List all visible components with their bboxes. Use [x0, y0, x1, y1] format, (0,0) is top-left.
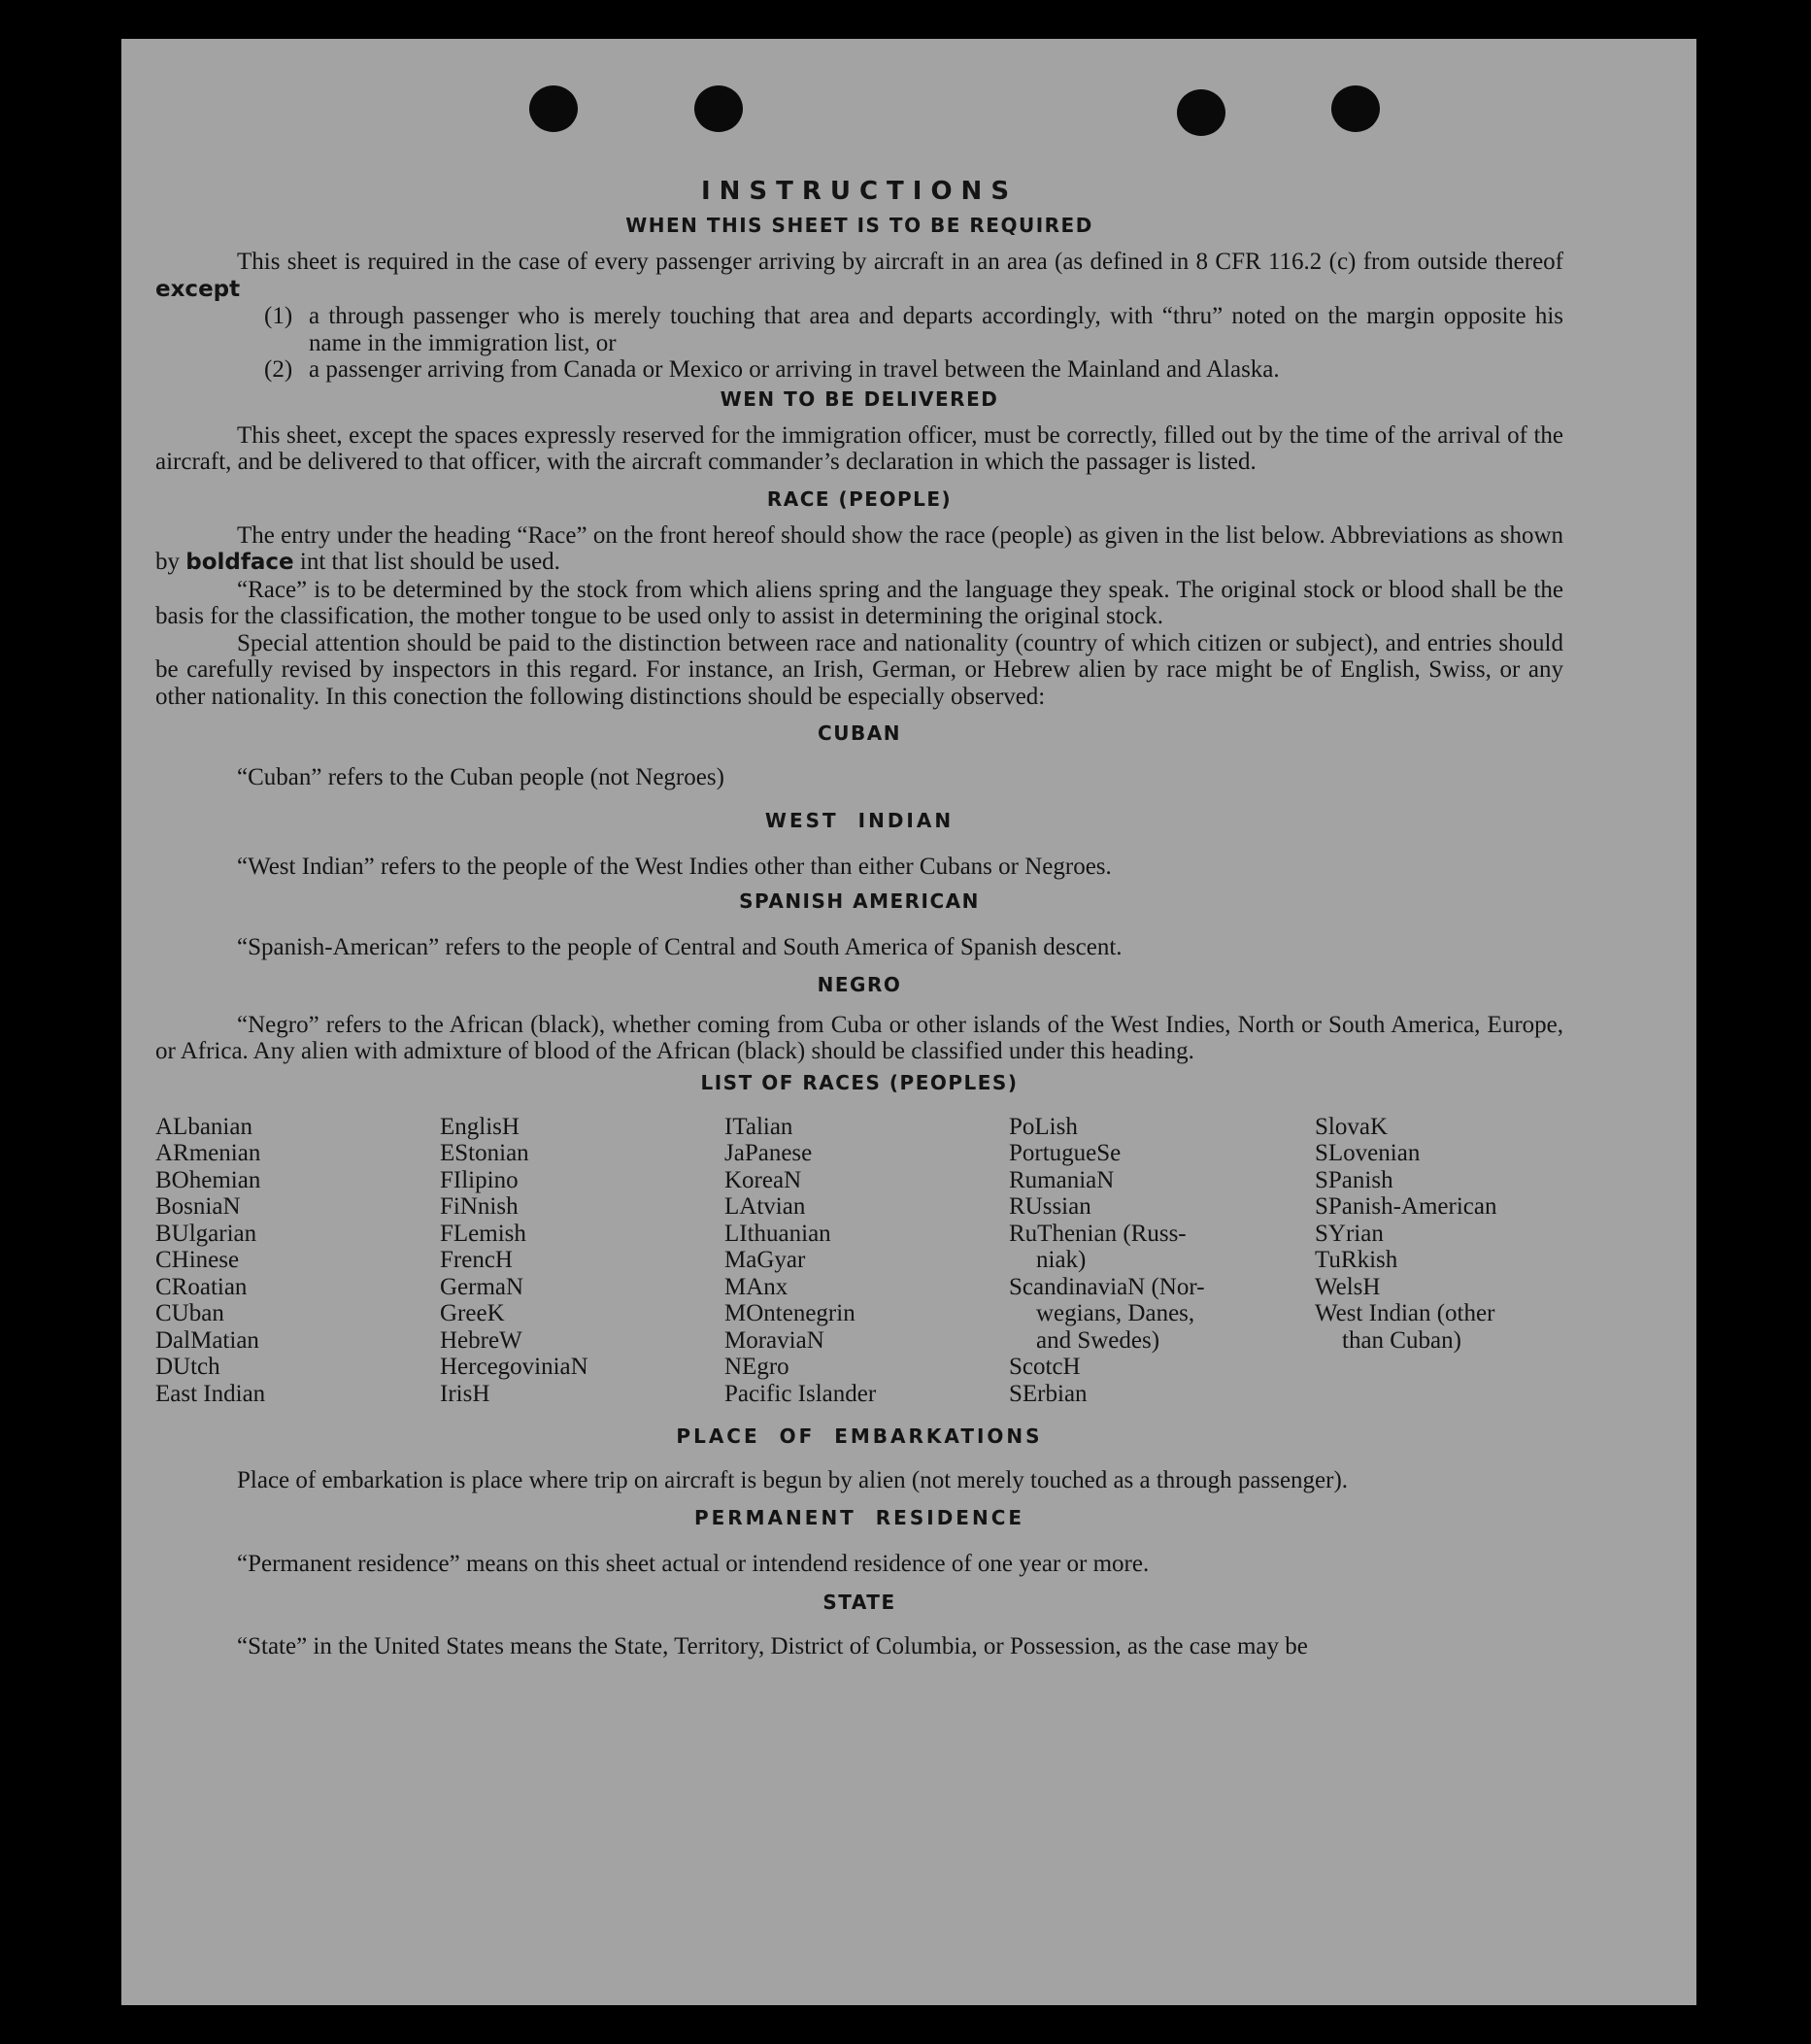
negro-text: “Negro” refers to the African (black), whether coming from Cuba or other islands of the West Indies, North or South America, Europe, or Africa. Any alien with admixture of blood of the African (black) should be classified under this heading.: [155, 1011, 1563, 1064]
when-required-intro: [155, 249, 1563, 303]
race-item: SPanish-American: [1315, 1193, 1497, 1220]
race-item: BUlgarian: [155, 1220, 257, 1247]
item-text: a passenger arriving from Canada or Mexico or arriving in travel between the Mainland and Alaska.: [309, 356, 1280, 383]
race-item: MoraviaN: [724, 1326, 824, 1354]
race-item: WelsH: [1315, 1273, 1381, 1300]
race-item: West Indian (other: [1315, 1300, 1495, 1326]
race-item: GermaN: [440, 1273, 524, 1300]
race-item: PoLish: [1009, 1113, 1078, 1140]
race-item: LAtvian: [724, 1193, 806, 1220]
race-column-5: [1315, 1114, 1563, 1408]
race-item: SYrian: [1315, 1220, 1384, 1247]
race-item: EStonian: [440, 1140, 529, 1166]
item-number: (1): [264, 303, 293, 329]
intro-emphasis: except: [155, 276, 241, 302]
race-paragraph-3: Special attention should be paid to the distinction between race and nationality (country of which citizen or subject), and entries should be carefully revised by inspectors in this regard. For instance, an Irish, German, or Hebrew alien by race might be of English, Swiss, or any other nationality. In this conection the following distinctions should be especially observed:: [155, 629, 1563, 710]
race-column-4: [1009, 1114, 1315, 1408]
heading-state: STATE: [822, 1591, 896, 1614]
heading-spanish-american: SPANISH AMERICAN: [739, 889, 980, 913]
heading-negro: NEGRO: [817, 972, 902, 996]
race-item: SLovenian: [1315, 1140, 1421, 1166]
embarkation-text: Place of embarkation is place where trip on aircraft is begun by alien (not merely touched as a through passenger).: [237, 1467, 1349, 1493]
race-list: [155, 1114, 1563, 1408]
race-item: JaPanese: [724, 1140, 813, 1166]
heading-cuban: CUBAN: [818, 721, 901, 745]
race-item: FiNnish: [440, 1193, 519, 1220]
race-item: DUtch: [155, 1354, 220, 1380]
heading-list-of-races: LIST OF RACES (PEOPLES): [700, 1070, 1019, 1094]
race-item: DalMatian: [155, 1326, 259, 1354]
race-item: TuRkish: [1315, 1247, 1398, 1273]
race-item: IrisH: [440, 1380, 490, 1407]
punch-hole: [694, 85, 743, 132]
race-item: PortugueSe: [1009, 1140, 1122, 1166]
item-text: a through passenger who is merely touching that area and departs accordingly, with “thru” noted on the margin opposite his name in the immigration list, or: [309, 303, 1563, 356]
race-paragraph-2: “Race” is to be determined by the stock from which aliens spring and the language they speak. The original stock or blood shall be the basis for the classification, the mother tongue to be used only to assist in determining the original stock.: [155, 576, 1563, 629]
race-item: CUban: [155, 1300, 224, 1326]
race-item: EnglisH: [440, 1113, 520, 1140]
race-item: GreeK: [440, 1300, 505, 1326]
race-item: ScotcH: [1009, 1354, 1081, 1380]
race-item: LIthuanian: [724, 1220, 831, 1247]
race-item-continued: than Cuban): [1342, 1326, 1461, 1354]
race-item: BOhemian: [155, 1166, 261, 1193]
item-number: (2): [264, 356, 293, 383]
heading-when-delivered: WEN TO BE DELIVERED: [720, 386, 999, 411]
race-item: MOntenegrin: [724, 1300, 855, 1326]
race-item: RuThenian (Russ-: [1009, 1220, 1187, 1247]
race-item: FIlipino: [440, 1166, 519, 1193]
heading-embarkation: PLACE OF EMBARKATIONS: [676, 1424, 1043, 1448]
page-title: INSTRUCTIONS: [700, 177, 1019, 206]
race-item: MaGyar: [724, 1247, 806, 1273]
exception-item-1: [264, 303, 1563, 356]
race-item: KoreaN: [724, 1166, 802, 1193]
race-item: HercegoviniaN: [440, 1354, 588, 1380]
race-item-continued: niak): [1036, 1247, 1087, 1273]
race-item: SPanish: [1315, 1166, 1393, 1193]
race-item: East Indian: [155, 1380, 266, 1407]
punch-hole: [1177, 89, 1225, 136]
heading-west-indian: WEST INDIAN: [764, 808, 955, 832]
race-p1-bold: boldface: [185, 550, 294, 575]
race-item: SErbian: [1009, 1380, 1088, 1407]
race-item: FLemish: [440, 1220, 526, 1247]
race-item: ITalian: [724, 1113, 793, 1140]
when-delivered-text: This sheet, except the spaces expressly reserved for the immigration officer, must be correctly, filled out by the time of the arrival of the aircraft, and be delivered to that officer, with the aircraft commander’s declaration in which the passager is listed.: [155, 421, 1563, 475]
spanish-american-text: “Spanish-American” refers to the people of Central and South America of Spanish descent.: [237, 934, 1123, 960]
intro-text: This sheet is required in the case of every passenger arriving by aircraft in an area (as defined in 8 CFR 116.2 (c) from outside thereof: [237, 249, 1563, 275]
instructions-content: [155, 177, 1563, 1660]
permanent-residence-text: “Permanent residence” means on this sheet actual or intendend residence of one year or more.: [237, 1550, 1150, 1577]
race-item: ScandinaviaN (Nor-: [1009, 1273, 1205, 1300]
race-item: NEgro: [724, 1354, 789, 1380]
race-item: SlovaK: [1315, 1113, 1388, 1140]
punch-hole: [1331, 85, 1380, 132]
heading-when-required: WHEN THIS SHEET IS TO BE REQUIRED: [625, 214, 1093, 237]
race-item: RumaniaN: [1009, 1166, 1115, 1193]
race-item: MAnx: [724, 1273, 788, 1300]
race-item: RUssian: [1009, 1193, 1091, 1220]
heading-permanent-residence: PERMANENT RESIDENCE: [693, 1505, 1025, 1529]
heading-race: RACE (PEOPLE): [766, 486, 953, 511]
race-p1-after: int that list should be used.: [299, 549, 560, 575]
exception-item-2: [264, 356, 1563, 384]
race-column-3: [724, 1114, 1009, 1408]
race-item: HebreW: [440, 1326, 522, 1354]
race-item: CRoatian: [155, 1273, 248, 1300]
race-item: BosniaN: [155, 1193, 241, 1220]
state-text: “State” in the United States means the State, Territory, District of Columbia, or Possession, as the case may be: [237, 1633, 1308, 1659]
race-p1-before: The entry under the heading “Race” on the front hereof should show the race (people) as given in the list below. Abbreviations as shown by: [155, 521, 1563, 575]
document-sheet: [121, 39, 1696, 2005]
race-item: FrencH: [440, 1247, 513, 1273]
race-column-2: [440, 1114, 724, 1408]
race-column-1: [155, 1114, 440, 1408]
race-item: ARmenian: [155, 1140, 261, 1166]
race-item: CHinese: [155, 1247, 240, 1273]
race-item: ALbanian: [155, 1113, 252, 1140]
race-item: Pacific Islander: [724, 1380, 877, 1407]
race-item-continued: wegians, Danes,: [1036, 1300, 1195, 1326]
punch-hole: [529, 85, 578, 132]
west-indian-text: “West Indian” refers to the people of the West Indies other than either Cubans or Negroes.: [237, 853, 1112, 880]
race-paragraph-1: [155, 522, 1563, 577]
cuban-text: “Cuban” refers to the Cuban people (not Negroes): [237, 764, 724, 790]
race-item-continued: and Swedes): [1036, 1326, 1160, 1354]
